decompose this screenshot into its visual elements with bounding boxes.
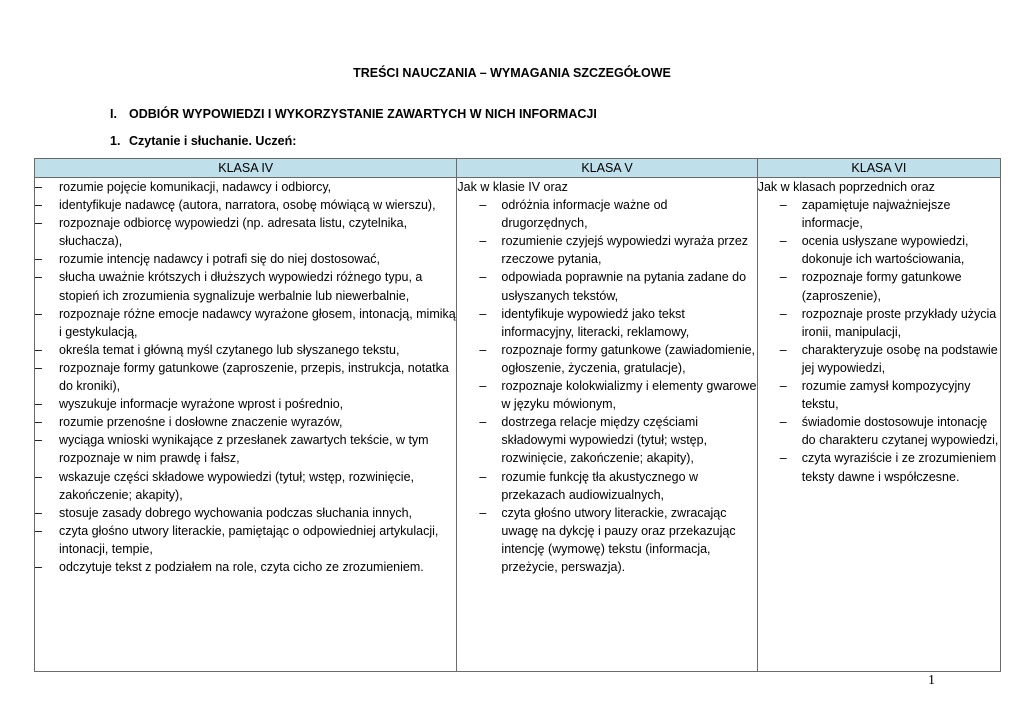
list-item <box>35 413 456 431</box>
list-item <box>35 431 456 467</box>
list-item-text: identyfikuje wypowiedź jako tekst informacyjny, literacki, reklamowy, <box>501 306 690 339</box>
list-item-text: rozpoznaje proste przykłady użycia ironii, manipulacji, <box>801 306 997 339</box>
bullet-dash: – <box>35 252 42 267</box>
table-body-row <box>35 178 1001 672</box>
list-item <box>457 468 756 504</box>
list-item-text: wyciąga wnioski wynikające z przesłanek zawartych tekście, w tym rozpoznaje w nim prawdę i fałsz, <box>59 433 429 466</box>
column-intro-klasa-vi: Jak w klasach poprzednich oraz <box>757 180 935 194</box>
bullet-dash: – <box>779 234 787 249</box>
bullet-dash: – <box>479 306 487 321</box>
bullet-dash: – <box>35 360 42 375</box>
list-item <box>758 449 1000 485</box>
bullet-dash: – <box>35 342 42 357</box>
list-item-text: rozpoznaje różne emocje nadawcy wyrażone głosem, intonacją, mimiką i gestykulacją, <box>59 306 456 339</box>
requirements-table <box>34 158 1001 672</box>
list-item-text: dostrzega relacje między częściami składowymi wypowiedzi (tytuł; wstęp, rozwinięcie, zakończenie; akapity), <box>501 415 708 466</box>
bullet-dash: – <box>479 469 487 484</box>
bullet-dash: – <box>779 451 787 466</box>
bullet-dash: – <box>35 559 42 574</box>
bullet-dash: – <box>479 270 487 285</box>
bullet-dash: – <box>479 379 487 394</box>
bullet-dash: – <box>35 306 42 321</box>
list-item <box>457 413 756 467</box>
list-item-text: identyfikuje nadawcę (autora, narratora, osobę mówiącą w wierszu), <box>59 198 436 213</box>
bullet-dash: – <box>779 415 787 430</box>
list-item <box>457 268 756 304</box>
bullet-dash: – <box>779 379 787 394</box>
list-item <box>35 522 456 558</box>
section-heading <box>110 107 597 121</box>
bullet-dash: – <box>479 342 487 357</box>
bullet-dash: – <box>779 270 787 285</box>
page-number: 1 <box>928 673 935 688</box>
list-item <box>457 305 756 341</box>
section-title: ODBIÓR WYPOWIEDZI I WYKORZYSTANIE ZAWARTYCH W NICH INFORMACJI <box>129 107 597 121</box>
list-item <box>457 377 756 413</box>
list-item <box>35 558 456 576</box>
bullet-dash: – <box>779 198 787 213</box>
bullet-dash: – <box>35 198 42 213</box>
list-item-text: czyta wyraziście i ze zrozumieniem teksty dawne i współczesne. <box>801 451 997 484</box>
list-item <box>35 250 456 268</box>
list-item-text: rozpoznaje formy gatunkowe (zaproszenie, przepis, instrukcja, notatka do kroniki), <box>59 360 449 394</box>
section-number: I. <box>110 107 117 121</box>
list-item-text: rozumienie czyjejś wypowiedzi wyraża przez rzeczowe pytania, <box>501 234 749 267</box>
list-item-text: ocenia usłyszane wypowiedzi, dokonuje ich wartościowania, <box>801 234 969 267</box>
list-item-text: słucha uważnie krótszych i dłuższych wypowiedzi różnego typu, a stopień ich zrozumienia sygnalizuje werbalnie lub niewerbalnie, <box>59 270 423 303</box>
bullet-dash: – <box>779 306 787 321</box>
list-item <box>35 468 456 504</box>
list-item-text: odpowiada poprawnie na pytania zadane do usłyszanych tekstów, <box>501 270 747 303</box>
column-intro-klasa-v: Jak w klasie IV oraz <box>457 180 568 194</box>
list-item-text: określa temat i główną myśl czytanego lub słyszanego tekstu, <box>59 342 400 357</box>
bullet-dash: – <box>479 505 487 520</box>
list-item-text: rozpoznaje kolokwializmy i elementy gwarowe w języku mówionym, <box>501 379 757 412</box>
list-item <box>758 413 1000 449</box>
bullet-dash: – <box>479 415 487 430</box>
header-klasa-vi: KLASA VI <box>757 159 1000 178</box>
header-klasa-iv: KLASA IV <box>35 159 457 178</box>
list-item <box>758 196 1000 232</box>
list-item <box>35 178 456 196</box>
list-item <box>35 268 456 304</box>
requirements-list-klasa-iv <box>35 178 456 576</box>
list-item <box>457 196 756 232</box>
list-item <box>758 305 1000 341</box>
list-item-text: czyta głośno utwory literackie, zwracając uwagę na dykcję i pauzy oraz przekazując intencję (wymowę) tekstu (informacja, przeżycie, perswazja). <box>501 505 736 574</box>
bullet-dash: – <box>35 505 42 520</box>
bullet-dash: – <box>35 433 42 448</box>
list-item-text: rozumie przenośne i dosłowne znaczenie wyrazów, <box>59 415 343 430</box>
column-klasa-vi <box>757 178 1000 672</box>
bullet-dash: – <box>35 216 42 231</box>
list-item-text: rozumie zamysł kompozycyjny tekstu, <box>801 379 971 412</box>
list-item-text: rozpoznaje odbiorcę wypowiedzi (np. adresata listu, czytelnika, słuchacza), <box>59 216 408 249</box>
list-item-text: rozumie funkcję tła akustycznego w przekazach audiowizualnych, <box>501 469 699 502</box>
bullet-dash: – <box>479 234 487 249</box>
subsection-title: Czytanie i słuchanie. Uczeń: <box>129 134 297 148</box>
list-item-text: charakteryzuje osobę na podstawie jej wypowiedzi, <box>801 342 998 375</box>
list-item-text: odczytuje tekst z podziałem na role, czyta cicho ze zrozumieniem. <box>59 559 424 574</box>
list-item-text: rozpoznaje formy gatunkowe (zawiadomienie, ogłoszenie, życzenia, gratulacje), <box>501 342 756 375</box>
bullet-dash: – <box>35 415 42 430</box>
list-item <box>457 341 756 377</box>
table-header-row <box>35 159 1001 178</box>
bullet-dash: – <box>779 342 787 357</box>
bullet-dash: – <box>479 198 487 213</box>
document-title: TREŚCI NAUCZANIA – WYMAGANIA SZCZEGÓŁOWE <box>353 66 671 80</box>
list-item-text: wyszukuje informacje wyrażone wprost i pośrednio, <box>59 397 344 412</box>
list-item <box>457 504 756 576</box>
list-item <box>758 232 1000 268</box>
list-item-text: rozumie intencję nadawcy i potrafi się do niej dostosować, <box>59 252 381 267</box>
list-item-text: rozumie pojęcie komunikacji, nadawcy i odbiorcy, <box>59 180 332 194</box>
bullet-dash: – <box>35 469 42 484</box>
list-item <box>35 504 456 522</box>
list-item <box>758 377 1000 413</box>
bullet-dash: – <box>35 180 42 194</box>
subsection-number: 1. <box>110 134 121 148</box>
list-item <box>35 305 456 341</box>
list-item <box>457 232 756 268</box>
header-klasa-v: KLASA V <box>457 159 757 178</box>
list-item-text: stosuje zasady dobrego wychowania podczas słuchania innych, <box>59 505 412 520</box>
list-item-text: czyta głośno utwory literackie, pamiętając o odpowiedniej artykulacji, intonacji, tempie, <box>59 523 439 556</box>
requirements-list-klasa-vi <box>758 196 1000 486</box>
list-item <box>35 214 456 250</box>
list-item <box>35 395 456 413</box>
bullet-dash: – <box>35 397 42 412</box>
list-item-text: rozpoznaje formy gatunkowe (zaproszenie), <box>801 270 962 303</box>
subsection-heading <box>110 134 296 148</box>
list-item <box>35 359 456 395</box>
list-item <box>35 341 456 359</box>
bullet-dash: – <box>35 523 42 538</box>
bullet-dash: – <box>35 270 42 285</box>
list-item <box>758 341 1000 377</box>
requirements-list-klasa-v <box>457 196 756 576</box>
list-item <box>758 268 1000 304</box>
list-item-text: wskazuje części składowe wypowiedzi (tytuł; wstęp, rozwinięcie, zakończenie; akapity), <box>59 469 414 502</box>
column-klasa-iv <box>35 178 457 672</box>
list-item-text: świadomie dostosowuje intonację do charakteru czytanej wypowiedzi, <box>801 415 999 448</box>
list-item <box>35 196 456 214</box>
list-item-text: zapamiętuje najważniejsze informacje, <box>801 198 951 231</box>
column-klasa-v <box>457 178 757 672</box>
list-item-text: odróżnia informacje ważne od drugorzędnych, <box>501 198 668 231</box>
